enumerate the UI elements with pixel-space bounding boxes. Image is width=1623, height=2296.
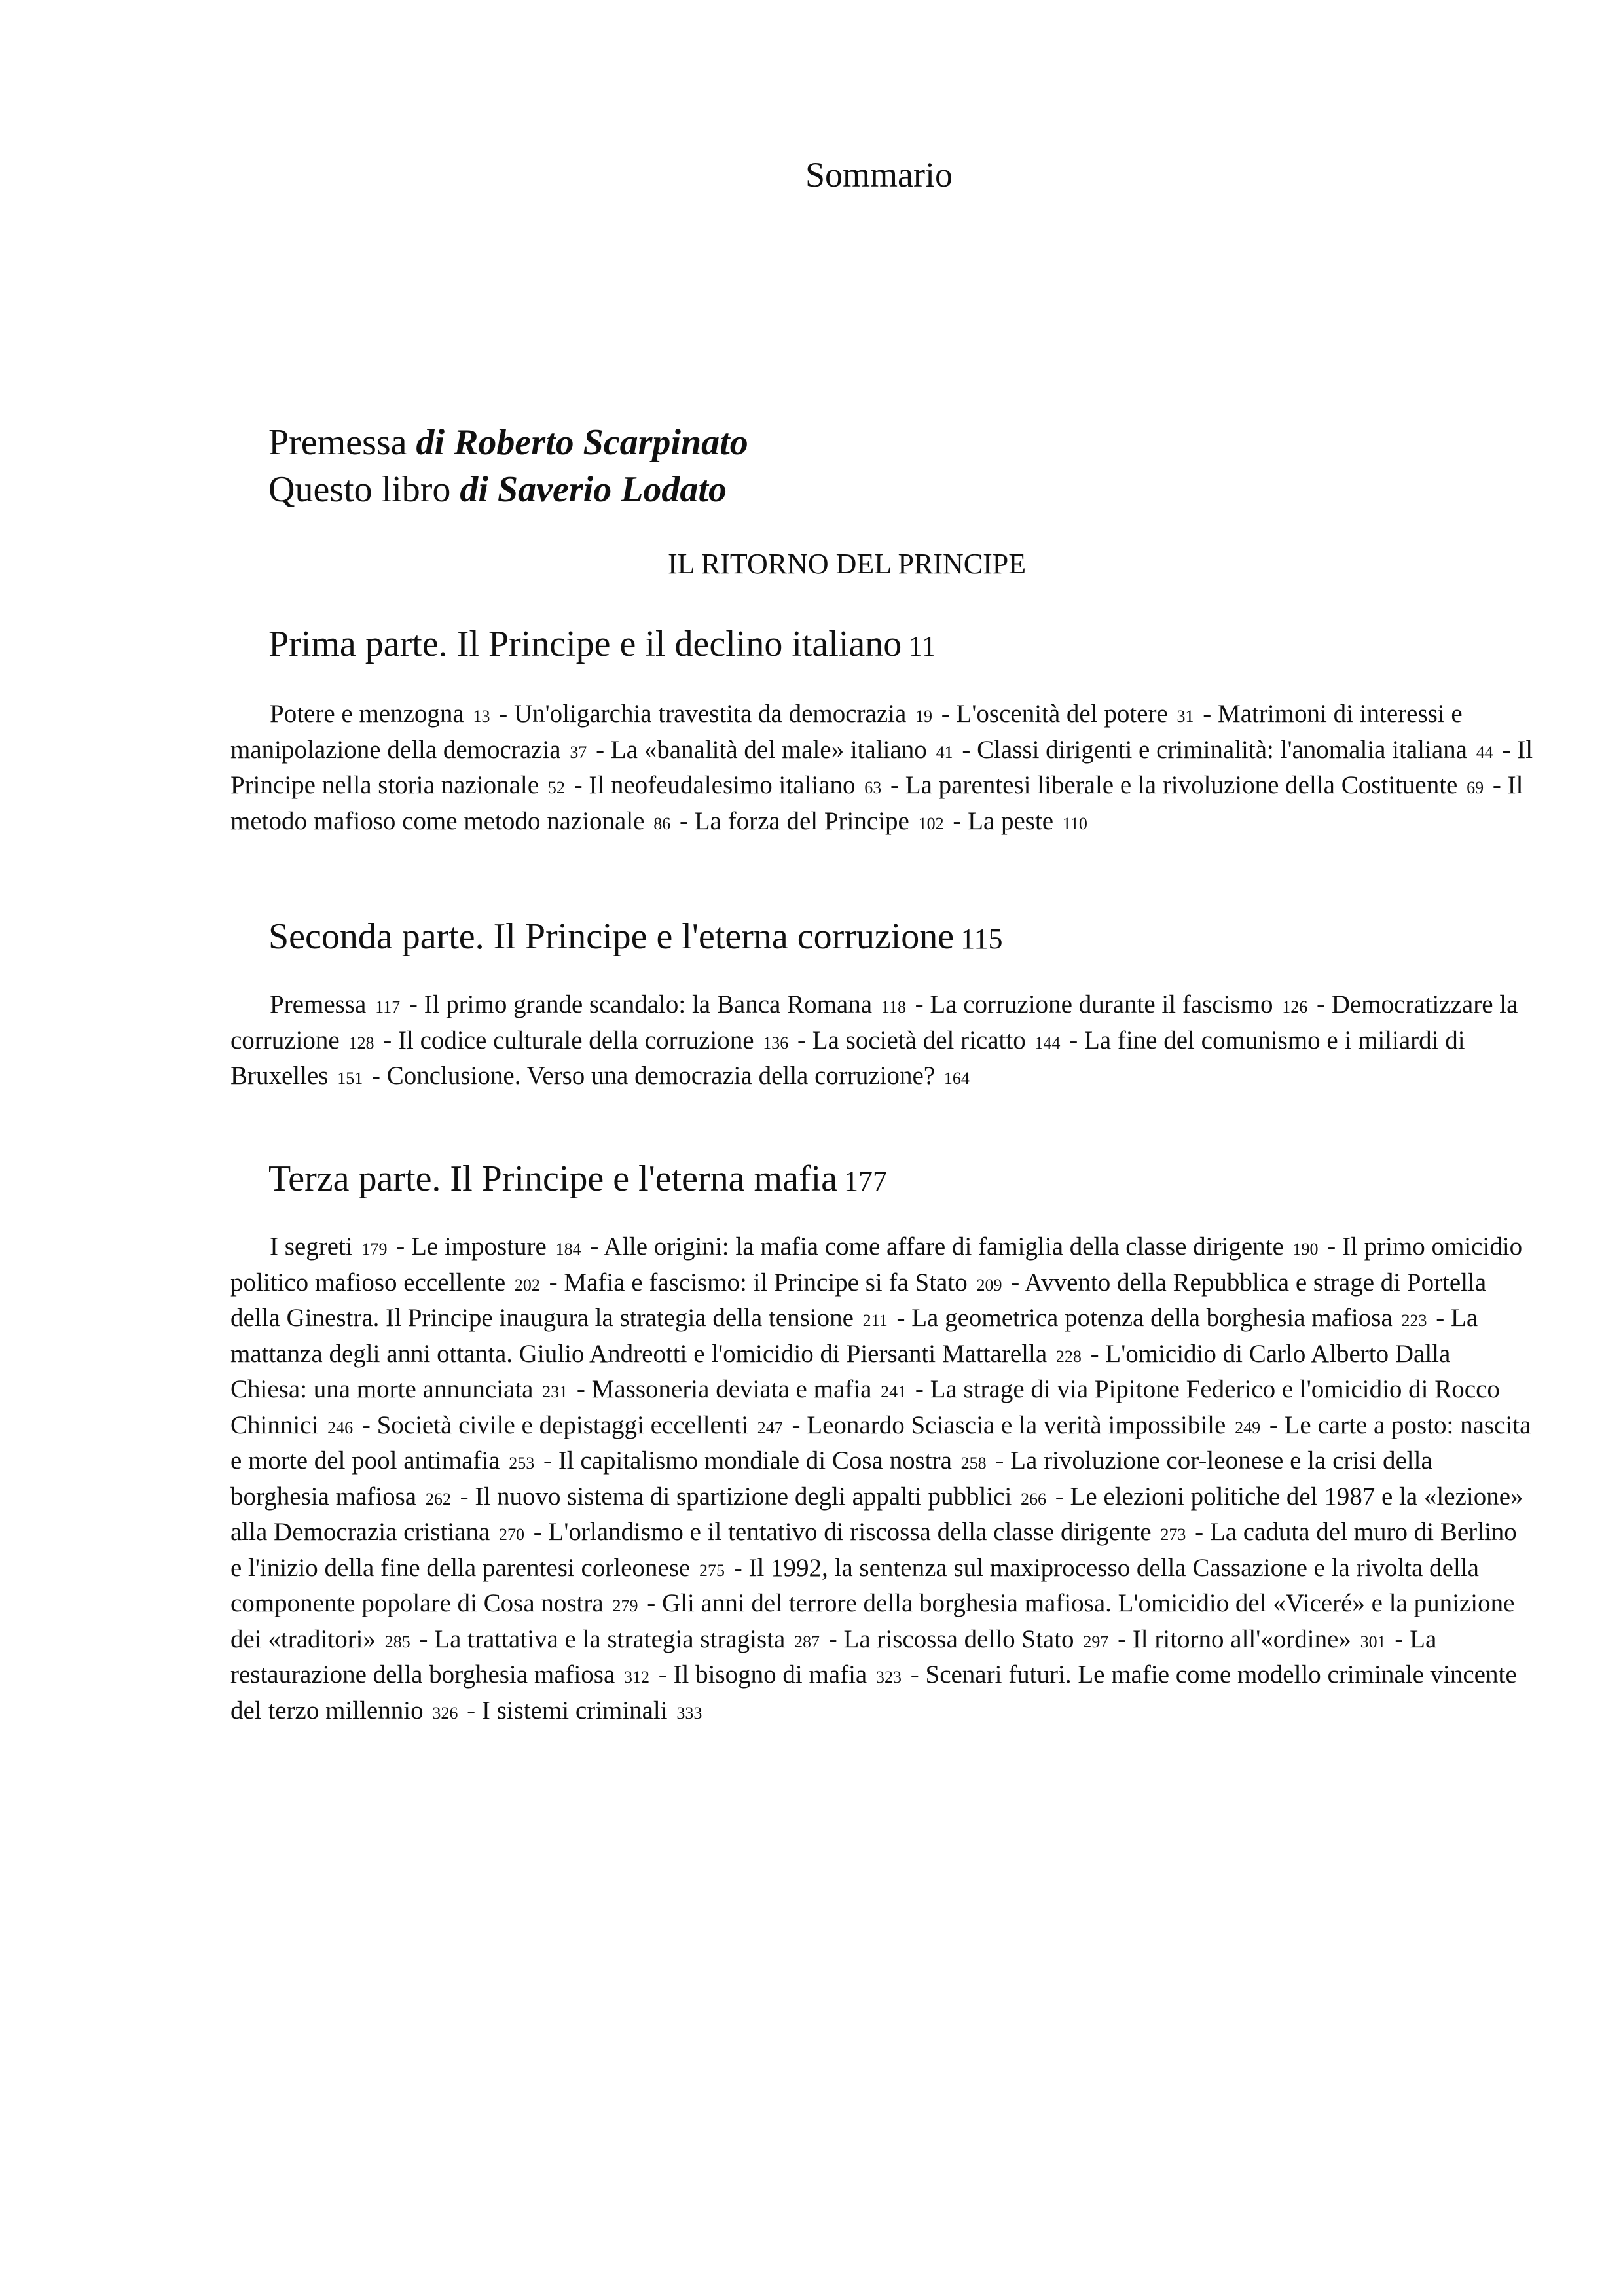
toc-entry-page: 262 — [425, 1489, 451, 1509]
part-heading-seconda — [268, 913, 1003, 963]
toc-entry-title: La mattanza degli anni ottanta. Giulio Andreotti e l'omicidio di Piersanti Mattarella — [230, 1304, 1478, 1368]
toc-entry-page: 128 — [348, 1033, 374, 1052]
part-entries-seconda: Premessa 117 - Il primo grande scandalo: la Banca Romana 118 - La corruzione durante il fascismo 126 - Democratizzare la corruzione 128 - Il codice culturale della corruzione 136 - La società del ricatto 144 - La fine del comunismo e i miliardi di Bruxelles 151 - Conclusione. Verso una democrazia della corruzione? 164 — [230, 990, 1518, 1090]
toc-entry-title: Le elezioni politiche del 1987 e la «lezione» alla Democrazia cristiana — [230, 1482, 1523, 1546]
toc-entry-page: 211 — [862, 1311, 888, 1330]
toc-entry-page: 69 — [1467, 778, 1484, 797]
toc-entry-page: 285 — [384, 1632, 410, 1651]
credits — [268, 419, 748, 513]
toc-entry-page: 231 — [542, 1382, 568, 1401]
toc-entry-page: 273 — [1160, 1525, 1186, 1544]
part-heading-text: Terza parte. Il Principe e l'eterna mafia — [268, 1158, 838, 1199]
part-entries-prima: Potere e menzogna 13 - Un'oligarchia travestita da democrazia 19 - L'oscenità del potere 31 - Matrimoni di interessi e manipolazione della democrazia 37 - La «banalità del male» italiano 41 - Classi dirigenti e criminalità: l'anomalia italiana 44 - Il Principe nella storia nazionale 52 - Il neofeudalesimo italiano 63 - La parentesi liberale e la rivoluzione della Costituente 69 - Il metodo mafioso come metodo nazionale 86 - La forza del Principe 102 - La peste 110 — [230, 700, 1533, 835]
toc-entry-page: 241 — [881, 1382, 907, 1401]
toc-entry-page: 13 — [473, 707, 490, 726]
toc-entry-title: La riscossa dello Stato — [843, 1624, 1074, 1653]
libro-credit — [268, 466, 748, 513]
toc-entry-title: Conclusione. Verso una democrazia della corruzione? — [386, 1062, 936, 1090]
toc-entry-title: Scenari futuri. Le mafie come modello criminale vincente del terzo millennio — [230, 1660, 1517, 1725]
toc-entry-page: 253 — [509, 1454, 535, 1473]
toc-entry-page: 323 — [876, 1668, 902, 1687]
toc-entry-title: Avvento della Repubblica e strage di Portella della Ginestra. Il Principe inaugura la strategia della tensione — [230, 1268, 1487, 1332]
part-heading-text: Prima parte. Il Principe e il declino italiano — [268, 624, 902, 664]
toc-entry-title: Potere e menzogna — [270, 700, 464, 728]
toc-entry-title: La rivoluzione cor-leonese e la crisi della borghesia mafiosa — [230, 1446, 1432, 1511]
part-heading-prima — [268, 620, 936, 670]
toc-entry-title: La caduta del muro di Berlino e l'inizio della fine della parentesi corleonese — [230, 1518, 1517, 1582]
toc-entry-title: Un'oligarchia travestita da democrazia — [513, 700, 907, 728]
toc-entry-page: 86 — [653, 814, 671, 833]
toc-entry-title: La corruzione durante il fascismo — [930, 990, 1273, 1018]
toc-entry-title: La strage di via Pipitone Federico e l'omicidio di Rocco Chinnici — [230, 1375, 1500, 1439]
toc-entry-title: La geometrica potenza della borghesia mafiosa — [911, 1304, 1393, 1332]
toc-entry-page: 312 — [624, 1668, 650, 1687]
toc-entry-title: La trattativa e la strategia stragista — [434, 1624, 786, 1653]
toc-entry-title: I sistemi criminali — [481, 1696, 668, 1725]
toc-entry-title: La società del ricatto — [812, 1026, 1026, 1054]
premessa-label: Premessa — [268, 422, 407, 463]
part-entries-terza: I segreti 179 - Le imposture 184 - Alle origini: la mafia come affare di famiglia della classe dirigente 190 - Il primo omicidio politico mafioso eccellente 202 - Mafia e fascismo: il Principe si fa Stato 209 - Avvento della Repubblica e strage di Portella della Ginestra. Il Principe inaugura la strategia della tensione 211 - La geometrica potenza della borghesia mafiosa 223 - La mattanza degli anni ottanta. Giulio Andreotti e l'omicidio di Piersanti Mattarella 228 - L'omicidio di Carlo Alberto Dalla Chiesa: una morte annunciata 231 - Massoneria deviata e mafia 241 - La strage di via Pipitone Federico e l'omicidio di Rocco Chinnici 246 - Società civile e depistaggi eccellenti 247 - Leonardo Sciascia e la verità impossibile 249 - Le carte a posto: nascita e morte del pool antimafia 253 - Il capitalismo mondiale di Cosa nostra 258 - La rivoluzione cor-leonese e la crisi della borghesia mafiosa 262 - Il nuovo sistema di spartizione degli appalti pubblici 266 - Le elezioni politiche del 1987 e la «lezione» alla Democrazia cristiana 270 - L'orlandismo e il tentativo di riscossa della classe dirigente 273 - La caduta del muro di Berlino e l'inizio della fine della parentesi corleonese 275 - Il 1992, la sentenza sul maxiprocesso della Cassazione e la rivolta della componente popolare di Cosa nostra 279 - Gli anni del terrore della borghesia mafiosa. L'omicidio del «Viceré» e la punizione dei «traditori» 285 - La trattativa e la strategia stragista 287 - La riscossa dello Stato 297 - Il ritorno all'«ordine» 301 - La restaurazione della borghesia mafiosa 312 - Il bisogno di mafia 323 - Scenari futuri. Le mafie come modello criminale vincente del terzo millennio 326 - I sistemi criminali 333 — [230, 1232, 1531, 1725]
toc-entry-title: Il capitalismo mondiale di Cosa nostra — [558, 1446, 952, 1475]
toc-entry-title: L'omicidio di Carlo Alberto Dalla Chiesa: una morte annunciata — [230, 1339, 1451, 1403]
toc-entry-page: 275 — [699, 1560, 725, 1580]
toc-entry-title: Gli anni del terrore della borghesia mafiosa. L'omicidio del «Viceré» e la punizione dei «traditori» — [230, 1589, 1515, 1653]
toc-entry-page: 164 — [943, 1069, 970, 1088]
toc-entry-page: 249 — [1235, 1418, 1261, 1437]
toc-entry-title: Il nuovo sistema di spartizione degli appalti pubblici — [475, 1482, 1012, 1511]
toc-entry-page: 279 — [612, 1596, 638, 1615]
toc-entry-title: Leonardo Sciascia e la verità impossibile — [807, 1410, 1226, 1439]
toc-entry-title: Alle origini: la mafia come affare di famiglia della classe dirigente — [603, 1232, 1284, 1261]
book-title: IL RITORNO DEL PRINCIPE — [668, 548, 1027, 580]
toc-entry-title: Il Principe nella storia nazionale — [230, 735, 1533, 799]
toc-entry-page: 270 — [499, 1525, 525, 1544]
toc-entry-page: 41 — [936, 742, 953, 762]
toc-entry-title: Il bisogno di mafia — [673, 1660, 867, 1689]
toc-entry-title: Classi dirigenti e criminalità: l'anomalia italiana — [977, 735, 1467, 764]
toc-entry-page: 37 — [570, 742, 587, 762]
toc-entry-title: Premessa — [270, 990, 367, 1018]
toc-entry-page: 63 — [864, 778, 882, 797]
toc-entry-title: La parentesi liberale e la rivoluzione della Costituente — [905, 771, 1458, 799]
toc-entry-page: 326 — [432, 1703, 458, 1723]
toc-entry-page: 19 — [915, 707, 933, 726]
toc-entry-title: La fine del comunismo e i miliardi di Bruxelles — [230, 1026, 1465, 1090]
toc-entry-page: 184 — [555, 1240, 581, 1259]
toc-entry-page: 117 — [375, 997, 401, 1016]
toc-entry-page: 258 — [960, 1454, 987, 1473]
toc-entry-title: Le carte a posto: nascita e morte del pool antimafia — [230, 1410, 1531, 1475]
toc-entry-title: Mafia e fascismo: il Principe si fa Stato — [564, 1268, 968, 1297]
toc-entry-title: Il neofeudalesimo italiano — [589, 771, 856, 799]
toc-entry-title: Le imposture — [410, 1232, 547, 1261]
toc-entry-page: 110 — [1062, 814, 1087, 833]
toc-entry-title: Il codice culturale della corruzione — [398, 1026, 754, 1054]
toc-entry-title: Il ritorno all'«ordine» — [1132, 1624, 1351, 1653]
toc-entry-title: I segreti — [270, 1232, 353, 1261]
toc-entry-title: Il primo omicidio politico mafioso eccellente — [230, 1232, 1523, 1297]
toc-entry-page: 297 — [1083, 1632, 1109, 1651]
page-title: Sommario — [805, 155, 953, 194]
toc-entry-title: La «banalità del male» italiano — [610, 735, 927, 764]
toc-entry-page: 179 — [361, 1240, 388, 1259]
toc-entry-title: Massoneria deviata e mafia — [591, 1375, 872, 1403]
toc-entry-title: La restaurazione della borghesia mafiosa — [230, 1624, 1437, 1689]
toc-entry-page: 31 — [1176, 707, 1194, 726]
premessa-credit — [268, 419, 748, 466]
libro-label: Questo libro — [268, 469, 451, 510]
part-page-number: 115 — [960, 923, 1003, 955]
toc-entry-page: 44 — [1476, 742, 1493, 762]
toc-entry-page: 151 — [337, 1069, 363, 1088]
part-heading-terza — [268, 1155, 887, 1205]
toc-entry-page: 228 — [1055, 1346, 1082, 1366]
toc-entry-page: 266 — [1021, 1489, 1047, 1509]
toc-entry-title: Società civile e depistaggi eccellenti — [376, 1410, 749, 1439]
toc-entry-page: 190 — [1292, 1240, 1319, 1259]
toc-entry-page: 118 — [881, 997, 906, 1016]
toc-entry-title: L'oscenità del potere — [956, 700, 1168, 728]
toc-entry-page: 136 — [763, 1033, 789, 1052]
libro-author: di Saverio Lodato — [460, 469, 727, 510]
toc-entry-page: 202 — [514, 1275, 540, 1295]
part-page-number: 11 — [908, 630, 936, 662]
toc-entry-page: 52 — [547, 778, 565, 797]
toc-entry-title: La forza del Principe — [694, 806, 909, 835]
toc-entry-page: 246 — [327, 1418, 354, 1437]
toc-entry-page: 247 — [757, 1418, 783, 1437]
toc-entry-page: 223 — [1401, 1311, 1427, 1330]
toc-entry-page: 333 — [676, 1703, 702, 1723]
toc-entry-title: Il 1992, la sentenza sul maxiprocesso della Cassazione e la rivolta della componente popolare di Cosa nostra — [230, 1553, 1479, 1617]
toc-entry-page: 126 — [1282, 997, 1308, 1016]
toc-entry-title: Democratizzare la corruzione — [230, 990, 1518, 1054]
toc-entry-page: 209 — [976, 1275, 1002, 1295]
premessa-author: di Roberto Scarpinato — [416, 422, 748, 463]
toc-entry-page: 102 — [918, 814, 944, 833]
toc-entry-title: Il primo grande scandalo: la Banca Romana — [424, 990, 873, 1018]
part-page-number: 177 — [844, 1165, 888, 1197]
toc-entry-title: Matrimoni di interessi e manipolazione della democrazia — [230, 700, 1463, 764]
toc-entry-page: 144 — [1034, 1033, 1061, 1052]
toc-entry-page: 301 — [1360, 1632, 1386, 1651]
part-heading-text: Seconda parte. Il Principe e l'eterna corruzione — [268, 916, 955, 957]
toc-entry-page: 287 — [794, 1632, 820, 1651]
toc-entry-title: L'orlandismo e il tentativo di riscossa della classe dirigente — [548, 1518, 1152, 1546]
toc-entry-title: La peste — [968, 806, 1054, 835]
toc-entry-title: Il metodo mafioso come metodo nazionale — [230, 771, 1523, 835]
